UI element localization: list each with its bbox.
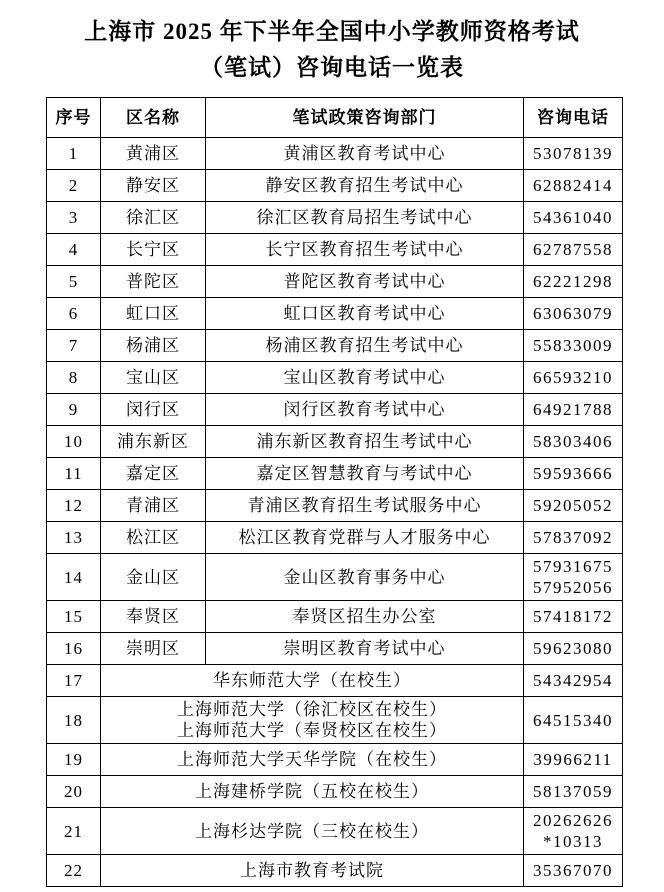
cell-phone: 53078139 (524, 138, 623, 170)
table-row (47, 855, 623, 887)
cell-district: 奉贤区 (101, 601, 206, 633)
cell-department: 上海师范大学天华学院（在校生） (101, 744, 524, 776)
cell-phone: 58137059 (524, 776, 623, 808)
table-row (47, 234, 623, 266)
cell-phone: 57418172 (524, 601, 623, 633)
cell-district: 嘉定区 (101, 458, 206, 490)
cell-department: 普陀区教育考试中心 (206, 266, 524, 298)
header-index: 序号 (47, 98, 101, 138)
table-header-row (47, 98, 623, 138)
table-row (47, 170, 623, 202)
cell-index: 15 (47, 601, 101, 633)
cell-district: 闵行区 (101, 394, 206, 426)
table-row (47, 426, 623, 458)
table-row (47, 744, 623, 776)
cell-index: 20 (47, 776, 101, 808)
cell-department: 徐汇区教育局招生考试中心 (206, 202, 524, 234)
cell-phone: 62221298 (524, 266, 623, 298)
cell-index: 22 (47, 855, 101, 887)
header-phone: 咨询电话 (524, 98, 623, 138)
table-row (47, 522, 623, 554)
cell-phone: 66593210 (524, 362, 623, 394)
table-row (47, 601, 623, 633)
cell-phone: 63063079 (524, 298, 623, 330)
cell-phone: 59593666 (524, 458, 623, 490)
cell-phone: 35367070 (524, 855, 623, 887)
cell-index: 5 (47, 266, 101, 298)
cell-district: 长宁区 (101, 234, 206, 266)
cell-phone: 57837092 (524, 522, 623, 554)
cell-index: 18 (47, 697, 101, 744)
cell-department: 崇明区教育考试中心 (206, 633, 524, 665)
cell-department: 长宁区教育招生考试中心 (206, 234, 524, 266)
document-title (0, 14, 664, 86)
cell-index: 14 (47, 554, 101, 601)
table-row (47, 330, 623, 362)
cell-phone: 62882414 (524, 170, 623, 202)
cell-phone: 54342954 (524, 665, 623, 697)
cell-index: 3 (47, 202, 101, 234)
cell-department: 华东师范大学（在校生） (101, 665, 524, 697)
phone-list-table (46, 97, 623, 887)
cell-phone: 39966211 (524, 744, 623, 776)
cell-index: 8 (47, 362, 101, 394)
table-row (47, 697, 623, 744)
cell-department: 虹口区教育考试中心 (206, 298, 524, 330)
cell-phone: 62787558 (524, 234, 623, 266)
cell-district: 浦东新区 (101, 426, 206, 458)
table-row (47, 633, 623, 665)
cell-phone: 64921788 (524, 394, 623, 426)
table-row (47, 138, 623, 170)
cell-index: 19 (47, 744, 101, 776)
table-row (47, 266, 623, 298)
title-line-1: 上海市 2025 年下半年全国中小学教师资格考试 (84, 19, 580, 44)
cell-phone: 57931675 57952056 (524, 554, 623, 601)
cell-department: 松江区教育党群与人才服务中心 (206, 522, 524, 554)
cell-district: 金山区 (101, 554, 206, 601)
cell-index: 2 (47, 170, 101, 202)
table-row (47, 202, 623, 234)
cell-phone: 64515340 (524, 697, 623, 744)
cell-district: 虹口区 (101, 298, 206, 330)
cell-index: 17 (47, 665, 101, 697)
table-row (47, 362, 623, 394)
cell-index: 16 (47, 633, 101, 665)
table-row (47, 394, 623, 426)
cell-department: 宝山区教育考试中心 (206, 362, 524, 394)
cell-index: 1 (47, 138, 101, 170)
table-row (47, 808, 623, 855)
table-row (47, 776, 623, 808)
cell-department: 嘉定区智慧教育与考试中心 (206, 458, 524, 490)
cell-department: 金山区教育事务中心 (206, 554, 524, 601)
cell-department: 上海建桥学院（五校在校生） (101, 776, 524, 808)
table-header (47, 98, 623, 138)
cell-department: 静安区教育招生考试中心 (206, 170, 524, 202)
cell-index: 4 (47, 234, 101, 266)
cell-department: 浦东新区教育招生考试中心 (206, 426, 524, 458)
cell-district: 黄浦区 (101, 138, 206, 170)
cell-phone: 54361040 (524, 202, 623, 234)
cell-phone: 55833009 (524, 330, 623, 362)
table-row (47, 665, 623, 697)
table-body (47, 138, 623, 887)
header-district: 区名称 (101, 98, 206, 138)
cell-index: 9 (47, 394, 101, 426)
cell-district: 徐汇区 (101, 202, 206, 234)
cell-phone: 58303406 (524, 426, 623, 458)
cell-department: 黄浦区教育考试中心 (206, 138, 524, 170)
cell-district: 青浦区 (101, 490, 206, 522)
title-line-2: （笔试）咨询电话一览表 (200, 55, 464, 80)
table-row (47, 554, 623, 601)
cell-department: 闵行区教育考试中心 (206, 394, 524, 426)
cell-department: 上海市教育考试院 (101, 855, 524, 887)
cell-district: 松江区 (101, 522, 206, 554)
cell-phone: 20262626 *10313 (524, 808, 623, 855)
cell-department: 杨浦区教育招生考试中心 (206, 330, 524, 362)
cell-department: 青浦区教育招生考试服务中心 (206, 490, 524, 522)
cell-department: 奉贤区招生办公室 (206, 601, 524, 633)
table-row (47, 458, 623, 490)
cell-phone: 59205052 (524, 490, 623, 522)
cell-index: 6 (47, 298, 101, 330)
table-row (47, 298, 623, 330)
cell-department: 上海师范大学（徐汇校区在校生） 上海师范大学（奉贤校区在校生） (101, 697, 524, 744)
cell-district: 普陀区 (101, 266, 206, 298)
cell-index: 7 (47, 330, 101, 362)
table-row (47, 490, 623, 522)
cell-index: 11 (47, 458, 101, 490)
cell-index: 10 (47, 426, 101, 458)
cell-index: 12 (47, 490, 101, 522)
header-department: 笔试政策咨询部门 (206, 98, 524, 138)
cell-district: 杨浦区 (101, 330, 206, 362)
cell-index: 21 (47, 808, 101, 855)
cell-district: 崇明区 (101, 633, 206, 665)
cell-district: 静安区 (101, 170, 206, 202)
cell-phone: 59623080 (524, 633, 623, 665)
cell-district: 宝山区 (101, 362, 206, 394)
cell-department: 上海杉达学院（三校在校生） (101, 808, 524, 855)
cell-index: 13 (47, 522, 101, 554)
